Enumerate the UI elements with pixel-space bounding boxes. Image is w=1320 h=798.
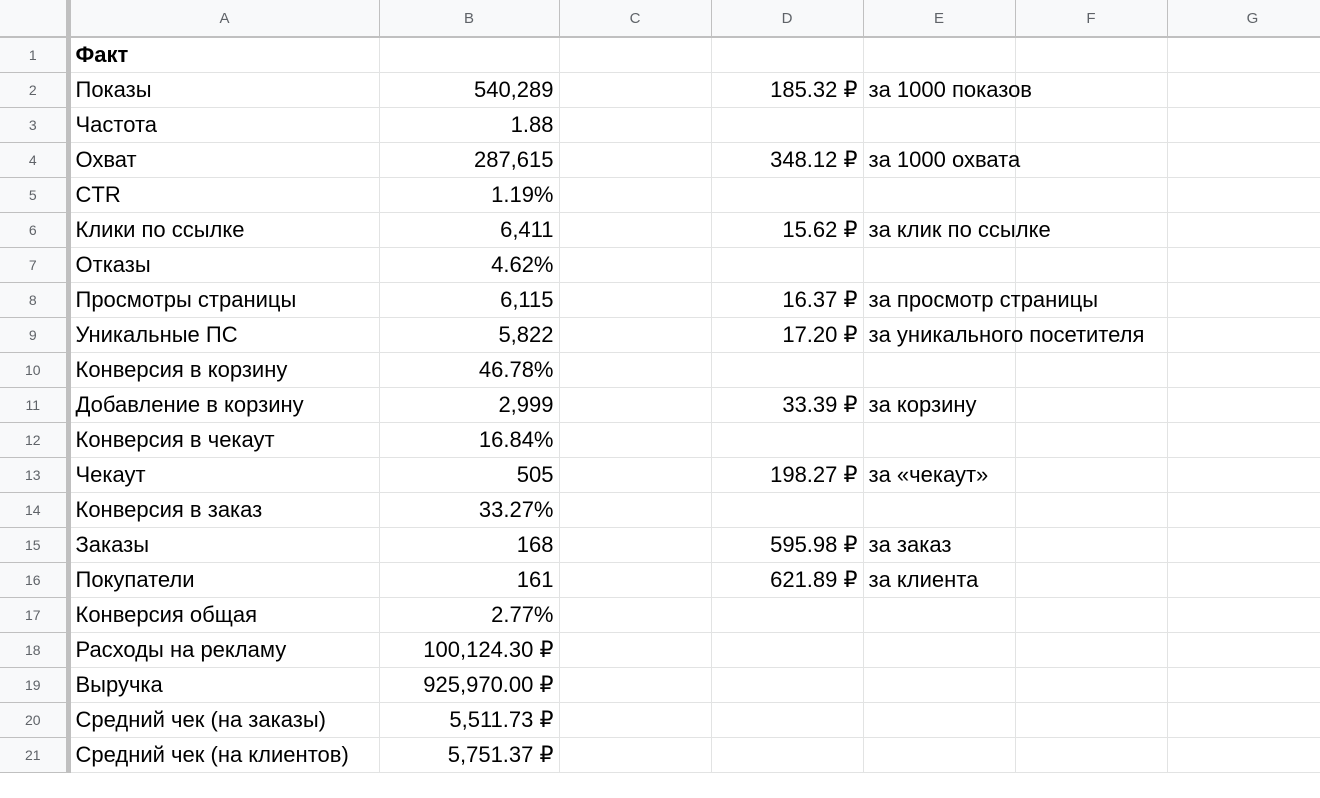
row-header[interactable]: 18 bbox=[0, 632, 68, 667]
cell-f[interactable] bbox=[1015, 422, 1167, 457]
cell-c[interactable] bbox=[559, 177, 711, 212]
cell-d[interactable] bbox=[711, 597, 863, 632]
cell-c[interactable] bbox=[559, 737, 711, 772]
cell-c[interactable] bbox=[559, 37, 711, 72]
row-header[interactable]: 3 bbox=[0, 107, 68, 142]
column-header-d[interactable]: D bbox=[711, 0, 863, 37]
cell-a[interactable]: Добавление в корзину bbox=[68, 387, 379, 422]
select-all-corner[interactable] bbox=[0, 0, 68, 37]
cell-a[interactable]: Конверсия в корзину bbox=[68, 352, 379, 387]
cell-d[interactable] bbox=[711, 702, 863, 737]
row-header[interactable]: 16 bbox=[0, 562, 68, 597]
cell-b[interactable]: 2.77% bbox=[379, 597, 559, 632]
cell-b[interactable]: 2,999 bbox=[379, 387, 559, 422]
cell-g[interactable] bbox=[1167, 317, 1320, 352]
row-header[interactable]: 19 bbox=[0, 667, 68, 702]
sheet-row bbox=[0, 107, 1320, 142]
cell-e[interactable] bbox=[863, 667, 1015, 702]
cell-b[interactable]: 6,411 bbox=[379, 212, 559, 247]
cell-b[interactable]: 100,124.30 ₽ bbox=[379, 632, 559, 667]
cell-b[interactable]: 5,511.73 ₽ bbox=[379, 702, 559, 737]
row-header[interactable]: 11 bbox=[0, 387, 68, 422]
cell-b[interactable]: 925,970.00 ₽ bbox=[379, 667, 559, 702]
cell-g[interactable] bbox=[1167, 142, 1320, 177]
cell-b[interactable]: 16.84% bbox=[379, 422, 559, 457]
row-header[interactable]: 8 bbox=[0, 282, 68, 317]
cell-e[interactable] bbox=[863, 492, 1015, 527]
cell-e[interactable] bbox=[863, 282, 1099, 317]
cell-a[interactable]: Расходы на рекламу bbox=[68, 632, 379, 667]
row-header[interactable]: 7 bbox=[0, 247, 68, 282]
cell-b[interactable]: 33.27% bbox=[379, 492, 559, 527]
cell-e[interactable] bbox=[863, 422, 1015, 457]
cell-d[interactable] bbox=[711, 737, 863, 772]
cell-f[interactable] bbox=[1015, 667, 1167, 702]
cell-a[interactable]: Клики по ссылке bbox=[68, 212, 379, 247]
cell-g[interactable] bbox=[1167, 737, 1320, 772]
cell-f[interactable] bbox=[1015, 387, 1167, 422]
sheet-row bbox=[0, 457, 1320, 492]
cell-a[interactable]: Средний чек (на клиентов) bbox=[68, 737, 379, 772]
row-header[interactable]: 12 bbox=[0, 422, 68, 457]
sheet-row bbox=[0, 142, 1320, 177]
cell-e[interactable] bbox=[863, 387, 1015, 422]
cell-f[interactable] bbox=[1015, 37, 1167, 72]
sheet-row bbox=[0, 72, 1320, 107]
cell-b[interactable]: 505 bbox=[379, 457, 559, 492]
cell-e[interactable] bbox=[863, 107, 1015, 142]
cell-e[interactable] bbox=[863, 72, 1032, 107]
cell-e[interactable] bbox=[863, 142, 1021, 177]
cell-e[interactable] bbox=[863, 457, 1015, 492]
cell-c[interactable] bbox=[559, 562, 711, 597]
column-header-a[interactable]: A bbox=[68, 0, 379, 37]
cell-b[interactable]: 1.88 bbox=[379, 107, 559, 142]
sheet-row bbox=[0, 247, 1320, 282]
cell-f[interactable] bbox=[1015, 597, 1167, 632]
cell-f[interactable] bbox=[1015, 177, 1167, 212]
cell-e[interactable] bbox=[863, 562, 1015, 597]
cell-f[interactable] bbox=[1015, 702, 1167, 737]
cell-a[interactable]: Частота bbox=[68, 107, 379, 142]
cell-e-text: за уникального посетителя bbox=[868, 321, 1145, 347]
cell-a[interactable]: Чекаут bbox=[68, 457, 379, 492]
cell-a[interactable]: Конверсия в чекаут bbox=[68, 422, 379, 457]
cell-g[interactable] bbox=[1167, 702, 1320, 737]
cell-b[interactable]: 6,115 bbox=[379, 282, 559, 317]
cell-a[interactable]: Выручка bbox=[68, 667, 379, 702]
cell-c[interactable] bbox=[559, 632, 711, 667]
row-header[interactable]: 5 bbox=[0, 177, 68, 212]
cell-e-text: за 1000 охвата bbox=[868, 146, 1021, 172]
cell-e[interactable] bbox=[863, 702, 1015, 737]
cell-g[interactable] bbox=[1167, 562, 1320, 597]
column-header-row bbox=[0, 0, 1320, 37]
cell-c[interactable] bbox=[559, 317, 711, 352]
cell-c[interactable] bbox=[559, 352, 711, 387]
cell-f[interactable] bbox=[1015, 737, 1167, 772]
cell-d[interactable] bbox=[711, 107, 863, 142]
column-header-b[interactable]: B bbox=[379, 0, 559, 37]
cell-e-text: за корзину bbox=[868, 391, 977, 417]
sheet-row bbox=[0, 492, 1320, 527]
cell-d[interactable] bbox=[711, 422, 863, 457]
cell-c[interactable] bbox=[559, 107, 711, 142]
cell-d[interactable]: 15.62 ₽ bbox=[711, 212, 863, 247]
sheet-row bbox=[0, 317, 1320, 352]
cell-d[interactable]: 198.27 ₽ bbox=[711, 457, 863, 492]
sheet-row bbox=[0, 632, 1320, 667]
row-header[interactable]: 20 bbox=[0, 702, 68, 737]
cell-f[interactable] bbox=[1015, 142, 1167, 177]
cell-b[interactable]: 287,615 bbox=[379, 142, 559, 177]
cell-e-text: за клик по ссылке bbox=[868, 216, 1051, 242]
cell-b[interactable] bbox=[379, 37, 559, 72]
cell-g[interactable] bbox=[1167, 247, 1320, 282]
cell-e[interactable] bbox=[863, 177, 1015, 212]
column-header-f[interactable]: F bbox=[1015, 0, 1167, 37]
cell-e[interactable] bbox=[863, 247, 1015, 282]
row-header[interactable]: 4 bbox=[0, 142, 68, 177]
cell-e[interactable] bbox=[863, 212, 1051, 247]
sheet-row bbox=[0, 282, 1320, 317]
cell-g[interactable] bbox=[1167, 457, 1320, 492]
cell-g[interactable] bbox=[1167, 352, 1320, 387]
sheet-row bbox=[0, 597, 1320, 632]
cell-e-text: за «чекаут» bbox=[868, 461, 989, 487]
row-header[interactable]: 6 bbox=[0, 212, 68, 247]
cell-a[interactable]: Отказы bbox=[68, 247, 379, 282]
cell-a[interactable]: Заказы bbox=[68, 527, 379, 562]
cell-d[interactable] bbox=[711, 177, 863, 212]
row-header[interactable]: 14 bbox=[0, 492, 68, 527]
sheet-row bbox=[0, 422, 1320, 457]
cell-g[interactable] bbox=[1167, 632, 1320, 667]
row-header[interactable]: 9 bbox=[0, 317, 68, 352]
cell-d[interactable] bbox=[711, 37, 863, 72]
cell-e[interactable] bbox=[863, 632, 1015, 667]
cell-d[interactable]: 17.20 ₽ bbox=[711, 317, 863, 352]
sheet-row bbox=[0, 527, 1320, 562]
column-header-c[interactable]: C bbox=[559, 0, 711, 37]
sheet-row bbox=[0, 352, 1320, 387]
sheet-row bbox=[0, 702, 1320, 737]
cell-b[interactable]: 540,289 bbox=[379, 72, 559, 107]
cell-g[interactable] bbox=[1167, 492, 1320, 527]
cell-c[interactable] bbox=[559, 247, 711, 282]
cell-c[interactable] bbox=[559, 422, 711, 457]
cell-f[interactable] bbox=[1015, 632, 1167, 667]
cell-a[interactable]: Факт bbox=[68, 37, 379, 72]
cell-b[interactable]: 168 bbox=[379, 527, 559, 562]
sheet-row bbox=[0, 212, 1320, 247]
cell-a[interactable]: Охват bbox=[68, 142, 379, 177]
cell-e-text: за 1000 показов bbox=[868, 76, 1032, 102]
cell-c[interactable] bbox=[559, 72, 711, 107]
cell-g[interactable] bbox=[1167, 37, 1320, 72]
row-header[interactable]: 1 bbox=[0, 37, 68, 72]
row-header[interactable]: 10 bbox=[0, 352, 68, 387]
cell-c[interactable] bbox=[559, 702, 711, 737]
row-header[interactable]: 17 bbox=[0, 597, 68, 632]
cell-f[interactable] bbox=[1015, 72, 1167, 107]
cell-f[interactable] bbox=[1015, 247, 1167, 282]
cell-e[interactable] bbox=[863, 737, 1015, 772]
row-header[interactable]: 13 bbox=[0, 457, 68, 492]
cell-f[interactable] bbox=[1015, 352, 1167, 387]
sheet-row bbox=[0, 737, 1320, 772]
cell-a[interactable]: Средний чек (на заказы) bbox=[68, 702, 379, 737]
cell-e-text: за клиента bbox=[868, 566, 979, 592]
cell-f[interactable] bbox=[1015, 562, 1167, 597]
cell-c[interactable] bbox=[559, 142, 711, 177]
cell-b[interactable]: 5,822 bbox=[379, 317, 559, 352]
cell-d[interactable]: 595.98 ₽ bbox=[711, 527, 863, 562]
cell-c[interactable] bbox=[559, 282, 711, 317]
sheet-row bbox=[0, 387, 1320, 422]
cell-b[interactable]: 46.78% bbox=[379, 352, 559, 387]
cell-a[interactable]: Покупатели bbox=[68, 562, 379, 597]
cell-g[interactable] bbox=[1167, 282, 1320, 317]
row-header[interactable]: 2 bbox=[0, 72, 68, 107]
cell-f[interactable] bbox=[1015, 492, 1167, 527]
cell-b[interactable]: 161 bbox=[379, 562, 559, 597]
cell-c[interactable] bbox=[559, 667, 711, 702]
cell-c[interactable] bbox=[559, 212, 711, 247]
column-header-e[interactable]: E bbox=[863, 0, 1015, 37]
cell-g[interactable] bbox=[1167, 527, 1320, 562]
cell-a[interactable]: Показы bbox=[68, 72, 379, 107]
cell-c[interactable] bbox=[559, 597, 711, 632]
cell-d[interactable]: 33.39 ₽ bbox=[711, 387, 863, 422]
cell-f[interactable] bbox=[1015, 457, 1167, 492]
cell-a[interactable]: CTR bbox=[68, 177, 379, 212]
cell-d[interactable]: 16.37 ₽ bbox=[711, 282, 863, 317]
cell-g[interactable] bbox=[1167, 212, 1320, 247]
cell-c[interactable] bbox=[559, 492, 711, 527]
cell-c[interactable] bbox=[559, 387, 711, 422]
sheet-row bbox=[0, 667, 1320, 702]
cell-d[interactable]: 621.89 ₽ bbox=[711, 562, 863, 597]
cell-d[interactable] bbox=[711, 492, 863, 527]
sheet-row bbox=[0, 37, 1320, 72]
cell-a[interactable]: Конверсия общая bbox=[68, 597, 379, 632]
sheet-row bbox=[0, 177, 1320, 212]
cell-d[interactable] bbox=[711, 247, 863, 282]
cell-c[interactable] bbox=[559, 457, 711, 492]
cell-b[interactable]: 4.62% bbox=[379, 247, 559, 282]
row-header[interactable]: 21 bbox=[0, 737, 68, 772]
cell-g[interactable] bbox=[1167, 422, 1320, 457]
cell-g[interactable] bbox=[1167, 387, 1320, 422]
cell-b[interactable]: 1.19% bbox=[379, 177, 559, 212]
cell-a[interactable]: Конверсия в заказ bbox=[68, 492, 379, 527]
cell-e[interactable] bbox=[863, 317, 1145, 352]
cell-a[interactable]: Уникальные ПС bbox=[68, 317, 379, 352]
column-header-g[interactable]: G bbox=[1167, 0, 1320, 37]
cell-e[interactable] bbox=[863, 37, 1015, 72]
cell-e-text: за просмотр страницы bbox=[868, 286, 1099, 312]
cell-g[interactable] bbox=[1167, 107, 1320, 142]
cell-f[interactable] bbox=[1015, 107, 1167, 142]
cell-d[interactable]: 185.32 ₽ bbox=[711, 72, 863, 107]
cell-d[interactable] bbox=[711, 352, 863, 387]
cell-g[interactable] bbox=[1167, 597, 1320, 632]
cell-e[interactable] bbox=[863, 597, 1015, 632]
cell-d[interactable] bbox=[711, 632, 863, 667]
cell-c[interactable] bbox=[559, 527, 711, 562]
cell-e[interactable] bbox=[863, 352, 1015, 387]
cell-e[interactable] bbox=[863, 527, 1015, 562]
row-header[interactable]: 15 bbox=[0, 527, 68, 562]
cell-d[interactable]: 348.12 ₽ bbox=[711, 142, 863, 177]
cell-a[interactable]: Просмотры страницы bbox=[68, 282, 379, 317]
cell-g[interactable] bbox=[1167, 72, 1320, 107]
cell-g[interactable] bbox=[1167, 177, 1320, 212]
cell-d[interactable] bbox=[711, 667, 863, 702]
cell-b[interactable]: 5,751.37 ₽ bbox=[379, 737, 559, 772]
cell-e-text: за заказ bbox=[868, 531, 952, 557]
sheet-row bbox=[0, 562, 1320, 597]
cell-f[interactable] bbox=[1015, 527, 1167, 562]
cell-g[interactable] bbox=[1167, 667, 1320, 702]
